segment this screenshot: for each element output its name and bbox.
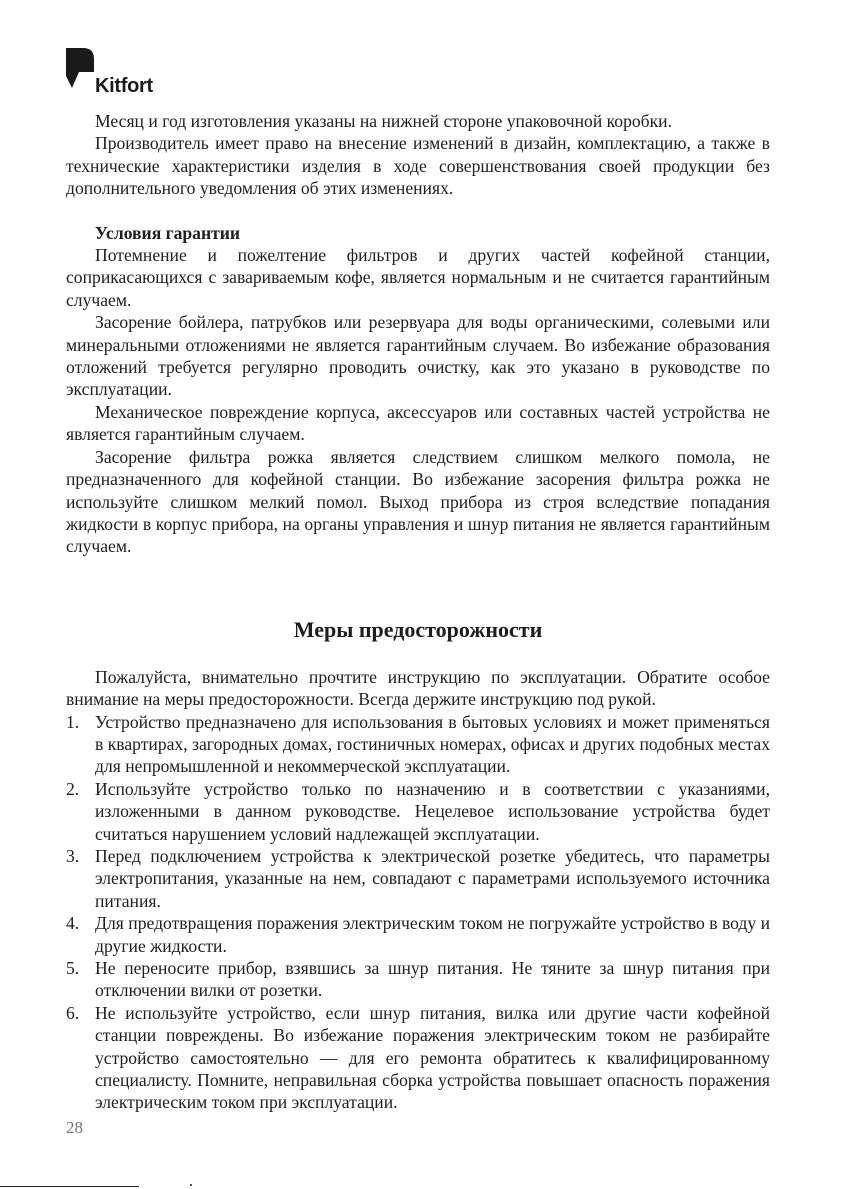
list-item-number: 4. — [66, 913, 80, 934]
list-item — [66, 845, 770, 912]
list-item — [66, 957, 770, 1002]
list-item — [66, 912, 770, 957]
list-item-text: Используйте устройство только по назначению и в соответствии с указаниями, изложенными в данном руководстве. Нецелевое использование устройства будет считаться нарушением условий надлежащей эксплуатации. — [95, 778, 770, 844]
page-number: 28 — [66, 1118, 83, 1137]
crop-mark — [190, 1184, 192, 1186]
list-item-number: 3. — [66, 845, 80, 866]
list-item-text: Не используйте устройство, если шнур питания, вилка или другие части кофейной станции повреждены. Во избежание поражения электрическим током не разбирайте устройство самостоятельно — для его ремонта обратитесь к квалифицированному специалисту. Помните, неправильная сборка устройства повышает опасность поражения электрическим током при эксплуатации. — [95, 1002, 770, 1113]
page-content — [66, 110, 770, 1114]
list-item-number: 5. — [66, 958, 80, 978]
list-item-number: 2. — [66, 778, 80, 799]
list-item-text: Не переносите прибор, взявшись за шнур питания. Не тяните за шнур питания при отключении вилки от розетки. — [95, 958, 770, 1001]
intro-paragraph: Месяц и год изготовления указаны на нижней стороне упаковочной коробки. — [95, 111, 672, 131]
intro-paragraph: Производитель имеет право на внесение изменений в дизайн, комплектацию, а также в технические характеристики изделия в ходе совершенствования своей продукции без дополнительного уведомления об этих изменениях. — [66, 133, 770, 199]
warranty-paragraph: Засорение бойлера, патрубков или резервуара для воды органическими, солевыми или минеральными отложениями не является гарантийным случаем. Во избежание образования отложений требуется регулярно проводить очистку, как это указано в руководстве по эксплуатации. — [66, 312, 770, 400]
list-item-number: 1. — [66, 711, 80, 732]
precautions-title: Меры предосторожности — [293, 616, 543, 642]
list-item-text: Устройство предназначено для использования в бытовых условиях и может применяться в квартирах, загородных домах, гостиничных номерах, офисах и других подобных местах для непромышленной и некоммерческой эксплуатации. — [95, 711, 770, 777]
kitfort-logo-icon — [66, 48, 94, 98]
list-item-text: Для предотвращения поражения электрическим током не погружайте устройство в воду и другие жидкости. — [95, 913, 770, 956]
warranty-heading: Условия гарантии — [95, 222, 241, 243]
list-item — [66, 1002, 770, 1114]
warranty-paragraph: Потемнение и пожелтение фильтров и других частей кофейной станции, соприкасающихся с завариваемым кофе, является нормальным и не считается гарантийным случаем. — [66, 245, 770, 310]
warranty-paragraph: Механическое повреждение корпуса, аксессуаров или составных частей устройства не является гарантийным случаем. — [66, 401, 770, 445]
precautions-list — [66, 711, 770, 1114]
list-item-number: 6. — [66, 1002, 80, 1023]
warranty-paragraph: Засорение фильтра рожка является следствием слишком мелкого помола, не предназначенного для кофейной станции. Во избежание засорения фильтра рожка не используйте слишком мелкий помол. Выход прибора из строя вследствие попадания жидкости в корпус прибора, на органы управления и шнур питания не является гарантийным случаем. — [66, 446, 770, 557]
list-item — [66, 778, 770, 845]
bottom-divider — [0, 1186, 139, 1187]
list-item — [66, 711, 770, 778]
list-item-text: Перед подключением устройства к электрической розетке убедитесь, что параметры электропитания, указанные на нем, совпадают с параметрами используемого источника питания. — [95, 845, 770, 911]
precautions-intro: Пожалуйста, внимательно прочтите инструкцию по эксплуатации. Обратите особое внимание на меры предосторожности. Всегда держите инструкцию под рукой. — [66, 666, 770, 710]
brand-name: Kitfort — [95, 75, 153, 97]
